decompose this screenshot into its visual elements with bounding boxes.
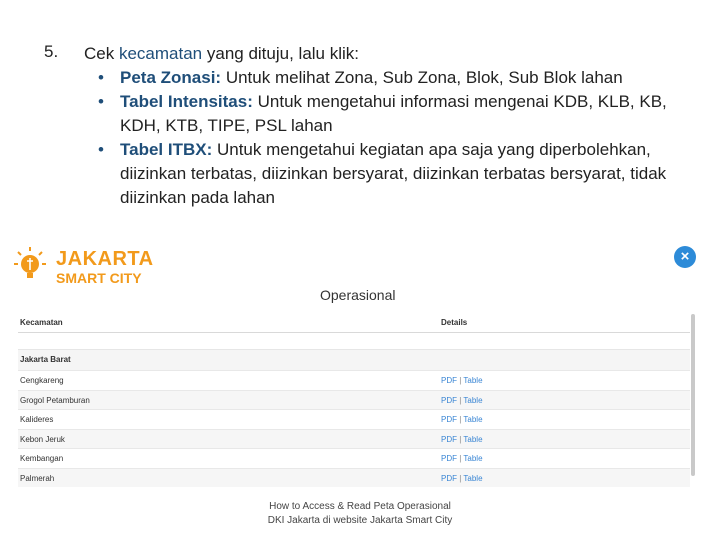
table-link[interactable]: Table [463,395,483,405]
table-row [18,448,690,468]
table-link[interactable]: Table [463,376,483,385]
table-link[interactable]: Table [463,415,483,424]
pdf-link[interactable]: PDF [441,473,457,483]
logo-subtitle: SMART CITY [56,270,142,286]
kecamatan-name: Kalideres [20,415,54,424]
details-links [441,435,483,444]
close-icon[interactable]: × [674,246,696,268]
bullet-tabel-itbx [84,138,694,210]
kecamatan-name: Palmerah [20,473,55,483]
bullet-icon: • [98,68,104,87]
details-links [441,415,483,424]
intro-pre: Cek [84,44,119,63]
bullet-text: Untuk mengetahui informasi mengenai KDB, KLB, KB, KDH, KTB, TIPE, PSL lahan [120,92,667,135]
details-links [441,376,483,385]
table-group-row [18,349,690,370]
step-number: 5. [44,42,59,61]
intro-keyword: kecamatan [118,44,203,63]
caption-line-2: DKI Jakarta di website Jakarta Smart City [267,515,453,526]
bullet-text: Untuk melihat Zona, Sub Zona, Blok, Sub Blok lahan [221,68,623,87]
step-intro [84,42,694,66]
table-header [18,314,690,333]
bullet-peta-zonasi [84,66,694,90]
bullet-title: Tabel Intensitas: [120,92,253,111]
kecamatan-name: Kembangan [20,454,64,463]
details-links [441,396,483,405]
caption-line-1: How to Access & Read Peta Operasional [269,501,451,512]
bullet-icon: • [98,140,104,159]
table-row [18,468,690,488]
group-label: Jakarta Barat [20,355,71,364]
table-link[interactable]: Table [463,454,483,463]
table-link[interactable]: Table [463,473,483,483]
slide-caption [240,500,480,528]
link-separator: | [457,395,464,405]
pdf-link[interactable]: PDF [441,454,457,463]
pdf-link[interactable]: PDF [441,376,457,385]
table-row [18,390,690,410]
jakarta-smart-city-logo [12,242,152,292]
bullet-tabel-intensitas [84,90,694,138]
table-scrollbar[interactable] [691,314,695,476]
bullet-title: Peta Zonasi: [120,68,222,87]
lightbulb-icon [12,244,52,288]
kecamatan-name: Grogol Petamburan [20,395,90,405]
column-header-details: Details [441,318,468,327]
table-row [18,409,690,429]
modal-title: Operasional [320,287,396,303]
link-separator: | [457,454,464,463]
kecamatan-name: Kebon Jeruk [20,434,65,444]
logo-title: JAKARTA [56,248,154,270]
pdf-link[interactable]: PDF [441,415,457,424]
link-separator: | [457,473,464,483]
table-row [18,370,690,390]
embedded-screenshot [8,236,708,483]
table-link[interactable]: Table [463,434,483,444]
details-links [441,454,483,463]
bullet-icon: • [98,92,104,111]
column-header-kecamatan: Kecamatan [20,318,63,327]
step-instructions [84,42,694,210]
table-row [18,429,690,449]
pdf-link[interactable]: PDF [441,434,457,444]
intro-post: yang dituju, lalu klik: [202,44,360,63]
bullet-text: Untuk mengetahui kegiatan apa saja yang diperbolehkan, diizinkan terbatas, diizinkan bersyarat, diizinkan terbatas bersyarat, tidak diizinkan pada lahan [120,140,667,207]
details-links [441,474,483,483]
bullet-title: Tabel ITBX: [120,140,213,159]
link-separator: | [457,415,464,424]
pdf-link[interactable]: PDF [441,395,457,405]
link-separator: | [457,376,464,385]
kecamatan-table [18,314,690,487]
link-separator: | [457,434,464,444]
kecamatan-name: Cengkareng [20,376,64,385]
